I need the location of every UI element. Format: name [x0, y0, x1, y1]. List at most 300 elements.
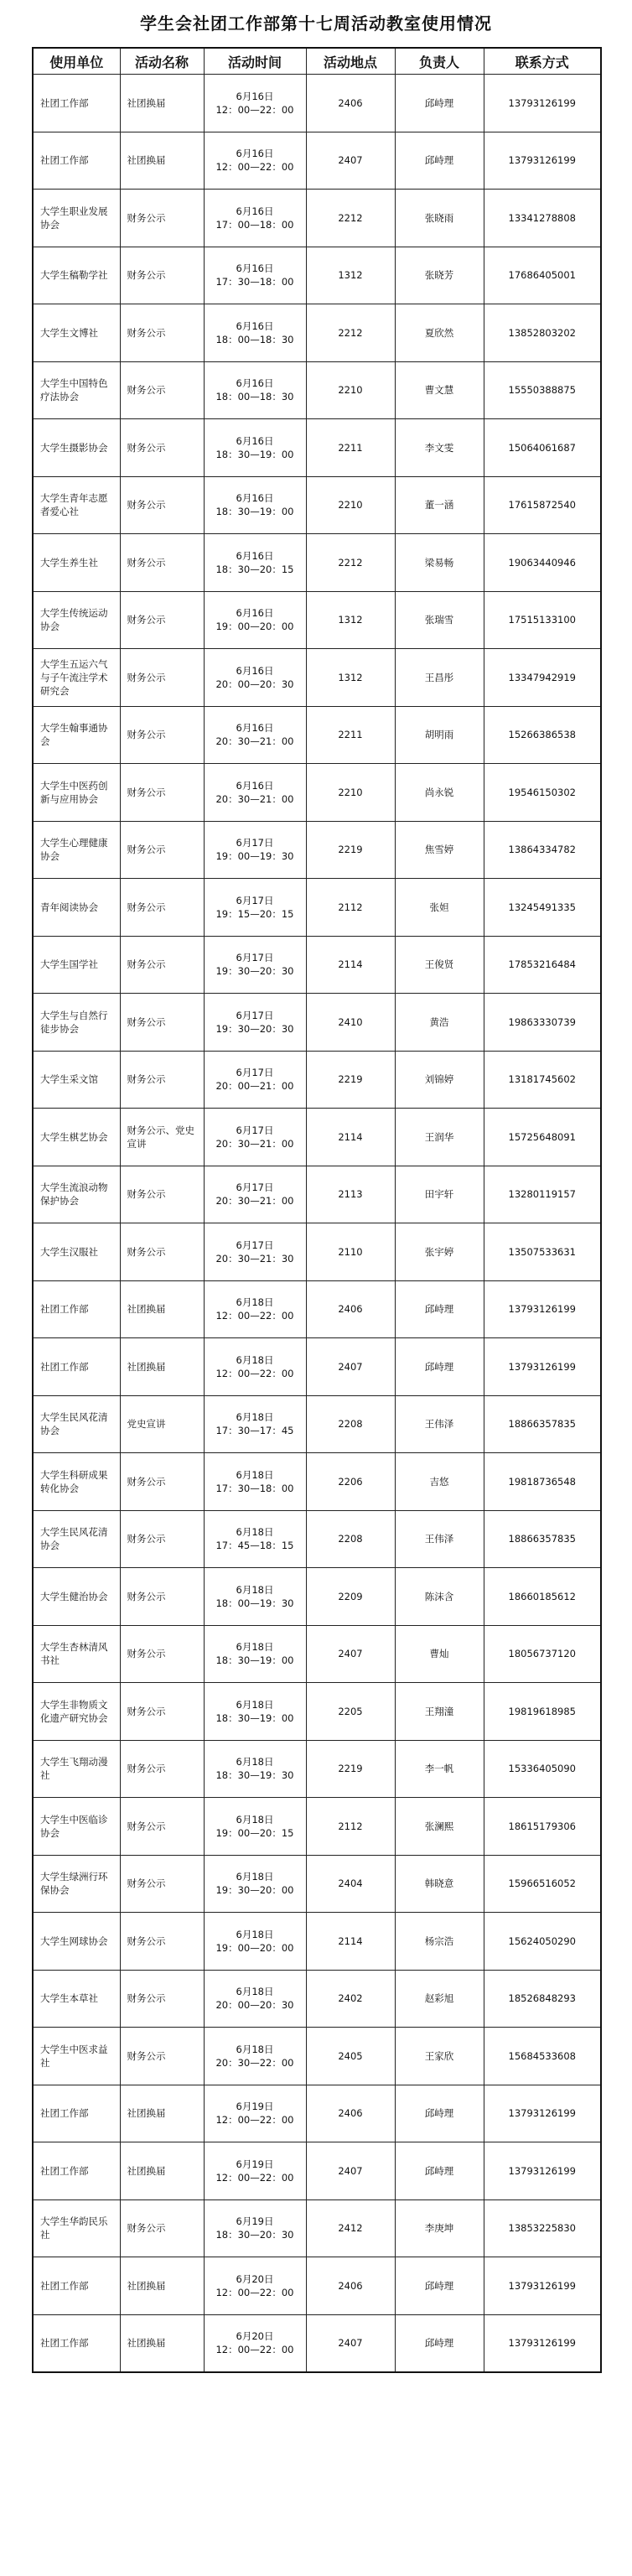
- table-row: [33, 1223, 601, 1281]
- cell-date-text: 6月16日: [236, 148, 274, 160]
- cell-leader: 王伟泽: [395, 1510, 484, 1568]
- cell-activity: 社团换届: [120, 2314, 204, 2372]
- cell-unit: 大学生采文馆: [33, 1051, 120, 1109]
- cell-unit: 大学生摄影协会: [33, 419, 120, 477]
- cell-leader: 胡明雨: [395, 706, 484, 764]
- cell-date-text: 6月16日: [236, 90, 274, 102]
- cell-unit: 大学生心理健康协会: [33, 821, 120, 879]
- table-row: [33, 419, 601, 477]
- cell-room: 1312: [306, 247, 395, 304]
- table-row: [33, 2028, 601, 2085]
- cell-time-range: 20：00—20：30: [215, 678, 294, 690]
- cell-leader: 邱峙理: [395, 2257, 484, 2315]
- cell-time-range: 20：30—21：00: [215, 792, 294, 805]
- cell-time: [204, 1568, 306, 1626]
- cell-leader: 陈沫含: [395, 1568, 484, 1626]
- cell-leader: 曹灿: [395, 1625, 484, 1683]
- cell-unit: 大学生传统运动协会: [33, 591, 120, 649]
- document-page: [32, 0, 600, 2373]
- cell-room: 2210: [306, 361, 395, 419]
- cell-unit: 大学生科研成果转化协会: [33, 1453, 120, 1511]
- cell-activity: 财务公示: [120, 764, 204, 822]
- cell-phone: 13341278808: [484, 190, 601, 247]
- cell-unit: 社团工作部: [33, 2257, 120, 2315]
- cell-activity: 财务公示: [120, 879, 204, 937]
- cell-unit: 大学生青年志愿者爱心社: [33, 476, 120, 534]
- cell-time-range: 18：30—19：00: [215, 1654, 294, 1667]
- cell-leader: 邱峙理: [395, 132, 484, 190]
- cell-time: [204, 132, 306, 190]
- cell-date-text: 6月19日: [236, 2158, 274, 2170]
- cell-time-range: 12：00—22：00: [215, 2344, 294, 2355]
- cell-leader: 赵彩旭: [395, 1970, 484, 2028]
- cell-date-text: 6月17日: [236, 894, 274, 906]
- cell-time: [204, 2085, 306, 2142]
- cell-room: 2208: [306, 1510, 395, 1568]
- cell-activity: 财务公示: [120, 821, 204, 879]
- cell-leader: 王昌彤: [395, 649, 484, 707]
- cell-unit: 大学生绿洲行环保协会: [33, 1855, 120, 1913]
- cell-date-text: 6月17日: [236, 952, 274, 964]
- cell-phone: 17853216484: [484, 936, 601, 994]
- cell-unit: 大学生汉服社: [33, 1223, 120, 1281]
- cell-phone: 13280119157: [484, 1166, 601, 1223]
- cell-room: 2412: [306, 2199, 395, 2257]
- cell-time: [204, 1913, 306, 1971]
- cell-leader: 黄浩: [395, 994, 484, 1052]
- page-title: 学生会社团工作部第十七周活动教室使用情况: [140, 13, 492, 34]
- cell-unit: 大学生华韵民乐社: [33, 2199, 120, 2257]
- cell-leader: 邱峙理: [395, 75, 484, 132]
- cell-date-text: 6月18日: [236, 1468, 274, 1481]
- cell-leader: 焦雪婷: [395, 821, 484, 879]
- cell-room: 2211: [306, 419, 395, 477]
- cell-activity: 财务公示: [120, 419, 204, 477]
- table-row: [33, 936, 601, 994]
- cell-phone: 19818736548: [484, 1453, 601, 1511]
- cell-time-range: 17：30—18：00: [215, 1482, 294, 1494]
- cell-date-text: 6月20日: [236, 2272, 274, 2285]
- cell-room: 2402: [306, 1970, 395, 2028]
- cell-leader: 李文雯: [395, 419, 484, 477]
- table-row: [33, 247, 601, 304]
- cell-date-text: 6月16日: [236, 262, 274, 275]
- header-time: 活动时间: [204, 48, 306, 75]
- cell-time-range: 12：00—22：00: [215, 161, 294, 174]
- cell-activity: 社团换届: [120, 75, 204, 132]
- cell-leader: 王家欣: [395, 2028, 484, 2085]
- cell-unit: 社团工作部: [33, 2142, 120, 2200]
- cell-phone: 19863330739: [484, 994, 601, 1052]
- cell-unit: 社团工作部: [33, 2314, 120, 2372]
- cell-date-text: 6月16日: [236, 319, 274, 332]
- cell-date-text: 6月18日: [236, 1296, 274, 1309]
- cell-activity: 党史宣讲: [120, 1395, 204, 1453]
- cell-date-text: 6月18日: [236, 1641, 274, 1654]
- cell-unit: 大学生国学社: [33, 936, 120, 994]
- table-row: [33, 1568, 601, 1626]
- cell-time-range: 20：00—21：00: [215, 1080, 294, 1093]
- cell-time-range: 18：30—19：00: [215, 1711, 294, 1724]
- cell-time-range: 20：30—21：30: [215, 1252, 294, 1265]
- cell-room: 2410: [306, 994, 395, 1052]
- cell-room: 2112: [306, 1798, 395, 1856]
- cell-phone: 13852803202: [484, 304, 601, 362]
- cell-activity: 财务公示: [120, 190, 204, 247]
- table-row: [33, 534, 601, 592]
- cell-time: [204, 1338, 306, 1396]
- cell-date-text: 6月16日: [236, 377, 274, 390]
- cell-unit: 社团工作部: [33, 2085, 120, 2142]
- cell-room: 2211: [306, 706, 395, 764]
- table-row: [33, 1683, 601, 1741]
- cell-phone: 15624050290: [484, 1913, 601, 1971]
- table-header-row: [33, 48, 601, 75]
- cell-time-range: 20：30—22：00: [215, 2056, 294, 2069]
- cell-room: 2210: [306, 476, 395, 534]
- cell-time-range: 19：30—20：00: [215, 1884, 294, 1897]
- cell-time: [204, 706, 306, 764]
- cell-time-range: 18：00—18：30: [215, 391, 294, 403]
- cell-unit: 大学生翰事通协会: [33, 706, 120, 764]
- cell-date-text: 6月16日: [236, 664, 274, 677]
- cell-phone: 18526848293: [484, 1970, 601, 2028]
- cell-time-range: 12：00—22：00: [215, 1367, 294, 1379]
- cell-leader: 张瑞雪: [395, 591, 484, 649]
- cell-time: [204, 1625, 306, 1683]
- cell-date-text: 6月18日: [236, 1928, 274, 1940]
- cell-room: 2219: [306, 1740, 395, 1798]
- cell-leader: 李一帆: [395, 1740, 484, 1798]
- cell-leader: 梁易畅: [395, 534, 484, 592]
- cell-room: 2407: [306, 132, 395, 190]
- cell-time: [204, 764, 306, 822]
- cell-activity: 财务公示: [120, 476, 204, 534]
- cell-leader: 尚永锐: [395, 764, 484, 822]
- cell-room: 2113: [306, 1166, 395, 1223]
- cell-time-range: 18：30—19：00: [215, 506, 294, 518]
- cell-leader: 董一涵: [395, 476, 484, 534]
- cell-activity: 财务公示: [120, 361, 204, 419]
- cell-room: 2114: [306, 936, 395, 994]
- cell-leader: 王翔潼: [395, 1683, 484, 1741]
- cell-activity: 社团换届: [120, 1280, 204, 1338]
- cell-room: 2404: [306, 1855, 395, 1913]
- cell-unit: 大学生五运六气与子午流注学术研究会: [33, 649, 120, 707]
- table-row: [33, 2199, 601, 2257]
- cell-unit: 大学生健治协会: [33, 1568, 120, 1626]
- cell-phone: 13793126199: [484, 2085, 601, 2142]
- cell-activity: 财务公示: [120, 1510, 204, 1568]
- cell-date-text: 6月16日: [236, 434, 274, 447]
- cell-leader: 王俊贤: [395, 936, 484, 994]
- cell-time: [204, 476, 306, 534]
- cell-phone: 18056737120: [484, 1625, 601, 1683]
- table-row: [33, 764, 601, 822]
- cell-date-text: 6月17日: [236, 1182, 274, 1194]
- cell-time: [204, 2028, 306, 2085]
- cell-phone: 15266386538: [484, 706, 601, 764]
- cell-activity: 财务公示: [120, 534, 204, 592]
- cell-leader: 张妲: [395, 879, 484, 937]
- table-body: [33, 75, 601, 2372]
- cell-time-range: 19：00—19：30: [215, 850, 294, 863]
- cell-leader: 夏欣然: [395, 304, 484, 362]
- cell-phone: 15725648091: [484, 1109, 601, 1166]
- cell-time: [204, 1740, 306, 1798]
- cell-leader: 张澜熙: [395, 1798, 484, 1856]
- header-room: 活动地点: [306, 48, 395, 75]
- cell-time-range: 20：30—21：00: [215, 735, 294, 748]
- cell-room: 2212: [306, 534, 395, 592]
- cell-date-text: 6月19日: [236, 2215, 274, 2228]
- cell-date-text: 6月16日: [236, 779, 274, 792]
- cell-time: [204, 2142, 306, 2200]
- cell-activity: 财务公示: [120, 1683, 204, 1741]
- cell-date-text: 6月17日: [236, 1067, 274, 1079]
- cell-activity: 财务公示: [120, 1970, 204, 2028]
- cell-room: 2219: [306, 1051, 395, 1109]
- cell-time-range: 17：45—18：15: [215, 1540, 294, 1552]
- cell-activity: 财务公示: [120, 1453, 204, 1511]
- cell-leader: 王润华: [395, 1109, 484, 1166]
- cell-date-text: 6月18日: [236, 1756, 274, 1768]
- cell-phone: 18866357835: [484, 1510, 601, 1568]
- cell-leader: 张宇婷: [395, 1223, 484, 1281]
- cell-time: [204, 879, 306, 937]
- cell-date-text: 6月17日: [236, 1124, 274, 1136]
- cell-time-range: 18：30—19：00: [215, 448, 294, 460]
- cell-unit: 大学生职业发展协会: [33, 190, 120, 247]
- cell-time-range: 18：30—20：15: [215, 563, 294, 575]
- table-row: [33, 190, 601, 247]
- cell-time: [204, 591, 306, 649]
- cell-room: 2110: [306, 1223, 395, 1281]
- cell-unit: 社团工作部: [33, 132, 120, 190]
- cell-phone: 13181745602: [484, 1051, 601, 1109]
- cell-date-text: 6月18日: [236, 1871, 274, 1883]
- cell-time: [204, 1855, 306, 1913]
- cell-leader: 邱峙理: [395, 2142, 484, 2200]
- cell-room: 2114: [306, 1913, 395, 1971]
- cell-time-range: 19：00—20：00: [215, 1941, 294, 1954]
- cell-room: 2405: [306, 2028, 395, 2085]
- cell-time-range: 18：00—19：30: [215, 1597, 294, 1609]
- cell-time: [204, 936, 306, 994]
- cell-time-range: 12：00—22：00: [215, 103, 294, 116]
- cell-room: 2407: [306, 2314, 395, 2372]
- cell-unit: 社团工作部: [33, 1280, 120, 1338]
- cell-unit: 大学生网球协会: [33, 1913, 120, 1971]
- cell-time-range: 19：30—20：30: [215, 1022, 294, 1035]
- cell-phone: 17686405001: [484, 247, 601, 304]
- cell-room: 2206: [306, 1453, 395, 1511]
- cell-activity: 财务公示: [120, 1568, 204, 1626]
- classroom-usage-table: [32, 47, 602, 2373]
- cell-phone: 19063440946: [484, 534, 601, 592]
- cell-time-range: 17：30—18：00: [215, 276, 294, 288]
- cell-unit: 大学生中医临诊协会: [33, 1798, 120, 1856]
- cell-phone: 13245491335: [484, 879, 601, 937]
- cell-phone: 13793126199: [484, 132, 601, 190]
- table-row: [33, 1740, 601, 1798]
- cell-date-text: 6月17日: [236, 1239, 274, 1251]
- cell-time: [204, 247, 306, 304]
- cell-unit: 大学生飞翔动漫社: [33, 1740, 120, 1798]
- cell-leader: 曹文慧: [395, 361, 484, 419]
- table-row: [33, 2085, 601, 2142]
- cell-phone: 13793126199: [484, 2257, 601, 2315]
- cell-activity: 财务公示、党史宣讲: [120, 1109, 204, 1166]
- cell-leader: 邱峙理: [395, 2085, 484, 2142]
- cell-unit: 大学生非物质文化遗产研究协会: [33, 1683, 120, 1741]
- cell-time: [204, 1683, 306, 1741]
- cell-unit: 大学生与自然行徒步协会: [33, 994, 120, 1052]
- cell-time-range: 17：30—17：45: [215, 1425, 294, 1437]
- cell-date-text: 6月18日: [236, 1583, 274, 1596]
- cell-phone: 15336405090: [484, 1740, 601, 1798]
- cell-phone: 18615179306: [484, 1798, 601, 1856]
- cell-time: [204, 190, 306, 247]
- cell-date-text: 6月18日: [236, 2043, 274, 2055]
- cell-leader: 刘锦婷: [395, 1051, 484, 1109]
- table-row: [33, 994, 601, 1052]
- table-row: [33, 1510, 601, 1568]
- cell-activity: 财务公示: [120, 1625, 204, 1683]
- cell-activity: 财务公示: [120, 706, 204, 764]
- cell-date-text: 6月17日: [236, 1009, 274, 1021]
- cell-activity: 财务公示: [120, 649, 204, 707]
- cell-time-range: 12：00—22：00: [215, 1310, 294, 1322]
- table-row: [33, 1855, 601, 1913]
- cell-room: 2209: [306, 1568, 395, 1626]
- cell-date-text: 6月16日: [236, 607, 274, 620]
- cell-time: [204, 1166, 306, 1223]
- cell-activity: 财务公示: [120, 1166, 204, 1223]
- cell-leader: 张晓芳: [395, 247, 484, 304]
- cell-time: [204, 1970, 306, 2028]
- cell-activity: 财务公示: [120, 1913, 204, 1971]
- cell-leader: 韩晓意: [395, 1855, 484, 1913]
- cell-room: 2406: [306, 2257, 395, 2315]
- cell-date-text: 6月18日: [236, 1353, 274, 1366]
- cell-room: 1312: [306, 591, 395, 649]
- cell-room: 2407: [306, 1338, 395, 1396]
- cell-time: [204, 534, 306, 592]
- cell-time: [204, 361, 306, 419]
- cell-time: [204, 1798, 306, 1856]
- cell-activity: 社团换届: [120, 2085, 204, 2142]
- cell-date-text: 6月18日: [236, 1526, 274, 1539]
- table-row: [33, 1970, 601, 2028]
- table-row: [33, 75, 601, 132]
- cell-phone: 13793126199: [484, 1338, 601, 1396]
- header-phone: 联系方式: [484, 48, 601, 75]
- cell-phone: 15966516052: [484, 1855, 601, 1913]
- cell-phone: 17515133100: [484, 591, 601, 649]
- cell-time: [204, 1280, 306, 1338]
- cell-time-range: 20：30—21：00: [215, 1137, 294, 1150]
- cell-unit: 大学生文博社: [33, 304, 120, 362]
- cell-room: 2212: [306, 304, 395, 362]
- table-row: [33, 2142, 601, 2200]
- cell-phone: 13793126199: [484, 2142, 601, 2200]
- cell-room: 2407: [306, 1625, 395, 1683]
- cell-phone: 18866357835: [484, 1395, 601, 1453]
- cell-unit: 大学生中医求益社: [33, 2028, 120, 2085]
- cell-room: 2219: [306, 821, 395, 879]
- table-row: [33, 1395, 601, 1453]
- cell-date-text: 6月18日: [236, 1411, 274, 1424]
- cell-leader: 李庚坤: [395, 2199, 484, 2257]
- cell-activity: 财务公示: [120, 1855, 204, 1913]
- cell-unit: 大学生中医药创新与应用协会: [33, 764, 120, 822]
- cell-room: 2208: [306, 1395, 395, 1453]
- table-row: [33, 821, 601, 879]
- cell-unit: 大学生中国特色疗法协会: [33, 361, 120, 419]
- cell-date-text: 6月19日: [236, 2101, 274, 2113]
- cell-activity: 财务公示: [120, 247, 204, 304]
- cell-activity: 财务公示: [120, 1051, 204, 1109]
- cell-room: 2205: [306, 1683, 395, 1741]
- cell-activity: 财务公示: [120, 1223, 204, 1281]
- cell-activity: 财务公示: [120, 304, 204, 362]
- cell-time: [204, 1223, 306, 1281]
- cell-phone: 13347942919: [484, 649, 601, 707]
- cell-date-text: 6月16日: [236, 722, 274, 735]
- cell-time-range: 12：00—22：00: [215, 2286, 294, 2298]
- cell-unit: 大学生养生社: [33, 534, 120, 592]
- cell-phone: 13507533631: [484, 1223, 601, 1281]
- table-row: [33, 1166, 601, 1223]
- table-row: [33, 1051, 601, 1109]
- cell-room: 2406: [306, 1280, 395, 1338]
- cell-phone: 18660185612: [484, 1568, 601, 1626]
- cell-room: 2114: [306, 1109, 395, 1166]
- cell-activity: 财务公示: [120, 2028, 204, 2085]
- cell-leader: 邱峙理: [395, 2314, 484, 2372]
- cell-activity: 社团换届: [120, 2142, 204, 2200]
- cell-activity: 财务公示: [120, 591, 204, 649]
- cell-time-range: 19：00—20：00: [215, 621, 294, 633]
- cell-time-range: 20：00—20：30: [215, 1999, 294, 2012]
- cell-room: 2407: [306, 2142, 395, 2200]
- cell-phone: 15550388875: [484, 361, 601, 419]
- cell-activity: 财务公示: [120, 936, 204, 994]
- cell-time-range: 19：00—20：15: [215, 1826, 294, 1839]
- cell-phone: 17615872540: [484, 476, 601, 534]
- table-row: [33, 1625, 601, 1683]
- cell-time: [204, 649, 306, 707]
- cell-time-range: 12：00—22：00: [215, 2171, 294, 2184]
- cell-unit: 社团工作部: [33, 75, 120, 132]
- cell-unit: 青年阅读协会: [33, 879, 120, 937]
- cell-unit: 大学生流浪动物保护协会: [33, 1166, 120, 1223]
- table-row: [33, 1280, 601, 1338]
- cell-phone: 13793126199: [484, 1280, 601, 1338]
- cell-date-text: 6月18日: [236, 1698, 274, 1711]
- cell-leader: 邱峙理: [395, 1280, 484, 1338]
- cell-time: [204, 1510, 306, 1568]
- cell-date-text: 6月18日: [236, 1986, 274, 1998]
- cell-leader: 田宇轩: [395, 1166, 484, 1223]
- cell-unit: 大学生棋艺协会: [33, 1109, 120, 1166]
- cell-leader: 杨宗浩: [395, 1913, 484, 1971]
- table-row: [33, 1453, 601, 1511]
- table-row: [33, 2314, 601, 2372]
- cell-leader: 张晓雨: [395, 190, 484, 247]
- cell-phone: 13793126199: [484, 75, 601, 132]
